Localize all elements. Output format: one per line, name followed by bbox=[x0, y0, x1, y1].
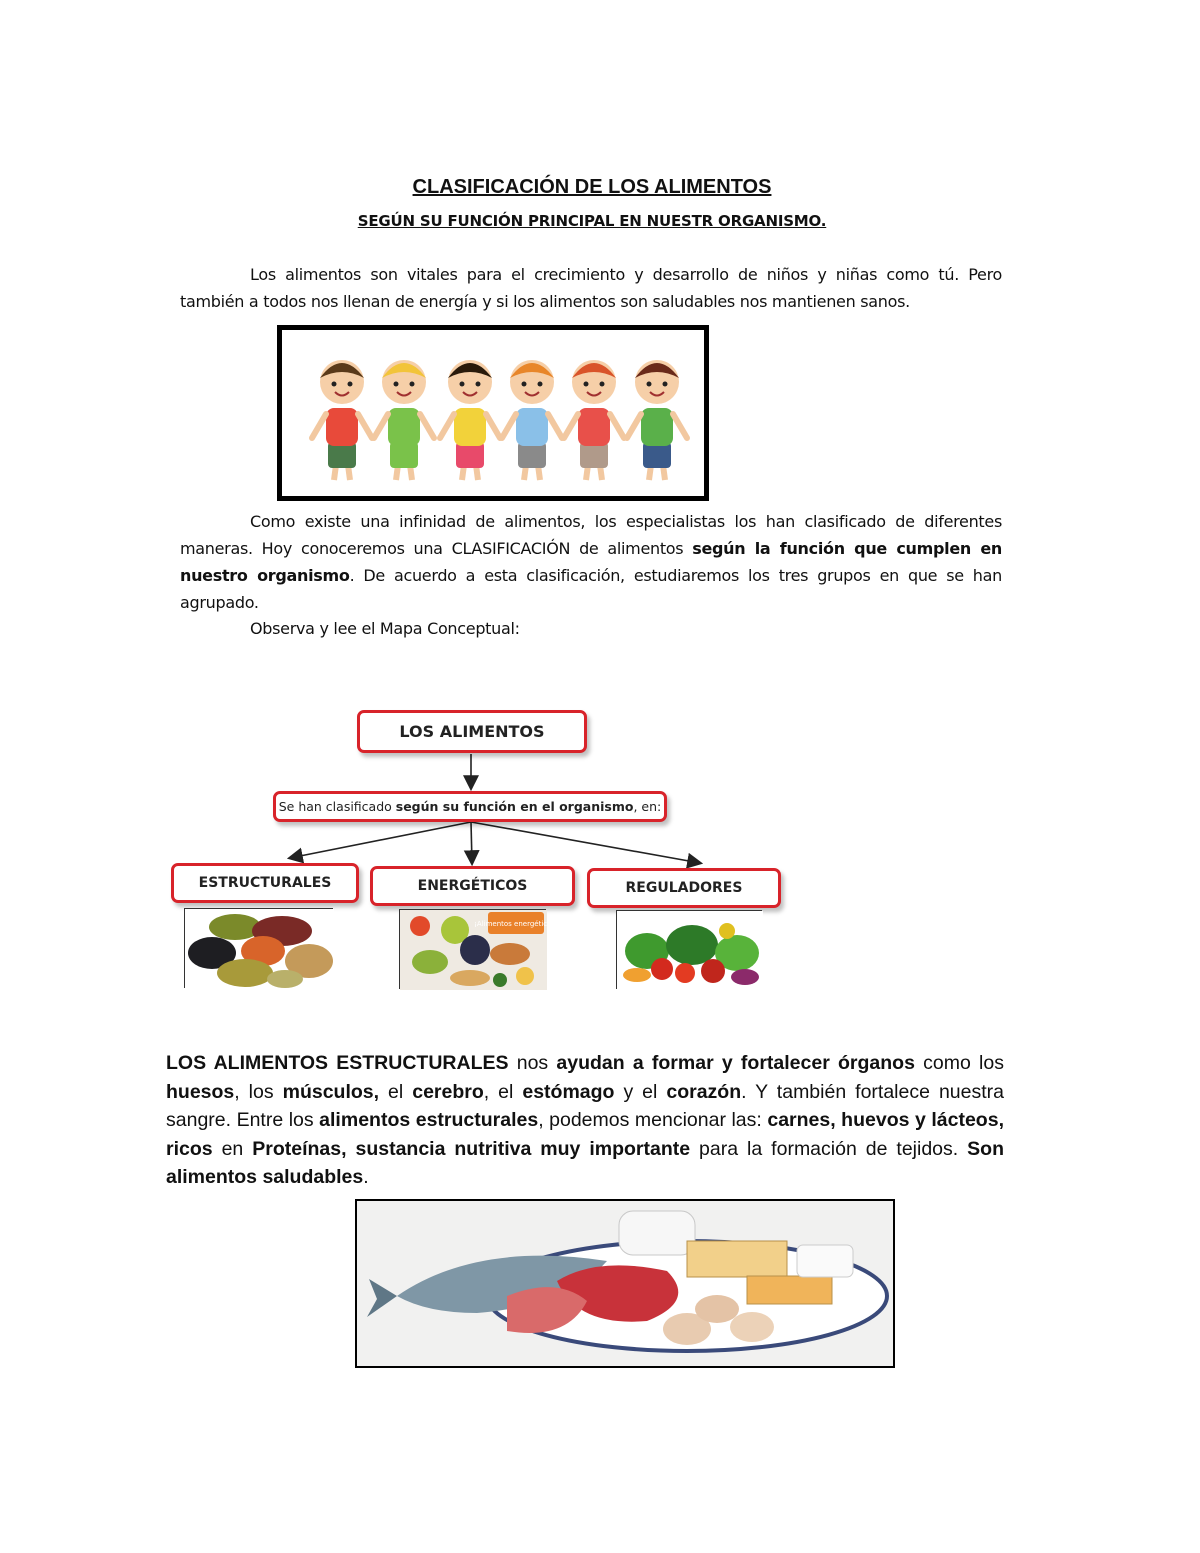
classification-paragraph: Como existe una infinidad de alimentos, los especialistas los han clasificado de diferentes maneras. Hoy conoceremos una CLASIFICACIÓN de alimentos según la función que cumplen en nuestro organismo. De acuerdo a esta clasificación, estudiaremos los tres grupos en que se han agrupado. bbox=[180, 512, 1002, 612]
legumes-illustration bbox=[185, 909, 334, 989]
map-group-regulatory: REGULADORES bbox=[587, 868, 781, 908]
vegetables-illustration bbox=[617, 911, 763, 990]
child-figure bbox=[374, 360, 434, 480]
children-image bbox=[277, 325, 709, 501]
energetic-foods-illustration bbox=[400, 910, 558, 990]
child-figure bbox=[312, 360, 372, 480]
legumes-image bbox=[184, 908, 333, 988]
map-group-energetic: ENERGÉTICOS bbox=[370, 866, 575, 906]
map-middle-box bbox=[273, 791, 667, 822]
child-figure bbox=[502, 360, 562, 480]
map-middle-text: Se han clasificado según su función en el organismo, en: bbox=[278, 799, 662, 814]
structural-paragraph: LOS ALIMENTOS ESTRUCTURALES nos ayudan a formar y fortalecer órganos como los huesos, los músculos, el cerebro, el estómago y el corazón. Y también fortalece nuestra sangre. Entre los alimentos estructurales, podemos mencionar las: carnes, huevos y lácteos, ricos en Proteínas, sustancia nutritiva muy importante para la formación de tejidos. Son alimentos saludables. bbox=[166, 1052, 1004, 1188]
child-figure bbox=[627, 360, 687, 480]
vegetables-image bbox=[616, 910, 762, 989]
map-root-box: LOS ALIMENTOS bbox=[357, 710, 587, 753]
page-subtitle: SEGÚN SU FUNCIÓN PRINCIPAL EN NUESTR ORGANISMO. bbox=[357, 212, 827, 230]
energetic-foods-image bbox=[399, 909, 558, 989]
protein-foods-illustration bbox=[357, 1201, 893, 1366]
intro-paragraph: Los alimentos son vitales para el crecimiento y desarrollo de niños y niñas como tú. Pero también a todos nos llenan de energía y si los alimentos son saludables nos mantienen sanos. bbox=[180, 265, 1002, 311]
page-title: CLASIFICACIÓN DE LOS ALIMENTOS bbox=[412, 176, 772, 198]
children-illustration bbox=[282, 330, 704, 496]
energy-sign-text: ¡Alimentos energéticos! bbox=[474, 920, 558, 928]
map-group-structural: ESTRUCTURALES bbox=[171, 863, 359, 903]
concept-map-arrows bbox=[0, 700, 1200, 1020]
protein-foods-image bbox=[355, 1199, 895, 1368]
child-figure bbox=[440, 360, 500, 480]
observe-instruction: Observa y lee el Mapa Conceptual: bbox=[250, 619, 520, 638]
child-figure bbox=[564, 360, 624, 480]
